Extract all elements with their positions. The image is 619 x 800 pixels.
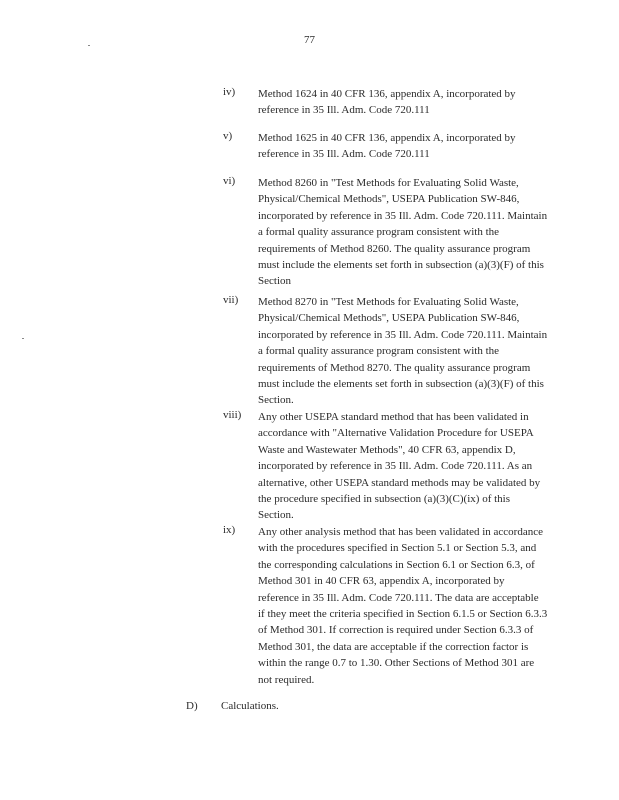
list-item-number: vi) [223,175,236,187]
list-item-text: Method 8270 in "Test Methods for Evaluating Solid Waste, Physical/Chemical Methods", USEPA Publication SW-846, incorporated by reference in 35 Ill. Adm. Code 720.111. Maintain a formal quality assurance program consistent with the requirements of Method 8270. The quality assurance program must include the elements set forth in subsection (a)(3)(F) of this Section. [258,296,548,407]
scan-speck [88,45,90,46]
list-item-text: Any other analysis method that has been validated in accordance with the procedures specified in Section 5.1 or Section 5.3, and the corresponding calculations in Section 6.1 or Section 6.3, of Method 301 in 40 CFR 63, appendix A, incorporated by reference in 35 Ill. Adm. Code 720.111. The data are acceptable if they meet the criteria specified in Section 6.1.5 or Section 6.3.3 of Method 301. If correction is required under Section 6.3.3 of Method 301, the data are acceptable if the correction factor is within the range 0.7 to 1.30. Other Sections of Method 301 are not required. [258,526,548,686]
list-item-number: viii) [223,409,242,421]
list-item-text: Method 1625 in 40 CFR 136, appendix A, incorporated by reference in 35 Ill. Adm. Code 720.111 [258,132,516,161]
section-title: Calculations. [221,700,279,712]
list-item-number: vii) [223,294,239,306]
list-item-text: Method 1624 in 40 CFR 136, appendix A, incorporated by reference in 35 Ill. Adm. Code 720.111 [258,88,516,117]
list-item-text: Method 8260 in "Test Methods for Evaluating Solid Waste, Physical/Chemical Methods", USEPA Publication SW-846, incorporated by reference in 35 Ill. Adm. Code 720.111. Maintain a formal quality assurance program consistent with the requirements of Method 8260. The quality assurance program must include the elements set forth in subsection (a)(3)(F) of this Section [258,177,548,288]
page-number: 77 [304,34,315,46]
list-item-number: v) [223,130,233,142]
section-letter: D) [186,700,198,712]
list-item-number: iv) [223,86,236,98]
scan-speck [22,338,24,339]
list-item-number: ix) [223,524,236,536]
list-item-text: Any other USEPA standard method that has been validated in accordance with "Alternative Validation Procedure for USEPA Waste and Wastewater Methods", 40 CFR 63, appendix D, incorporated by reference in 35 Ill. Adm. Code 720.111. As an alternative, other USEPA standard methods may be validated by the procedure specified in subsection (a)(3)(C)(ix) of this Section. [258,411,541,522]
